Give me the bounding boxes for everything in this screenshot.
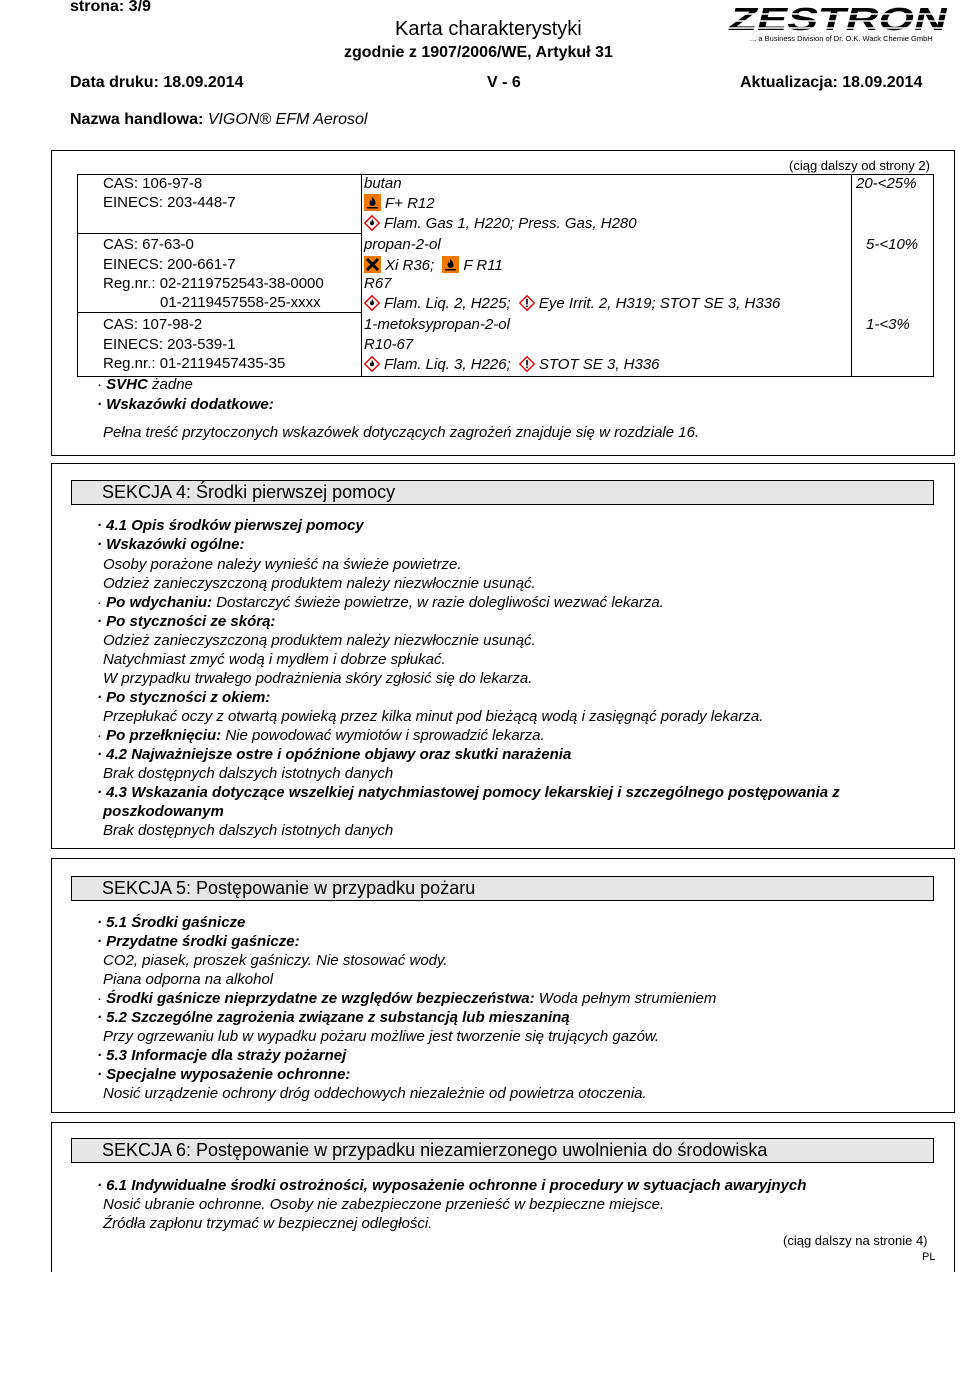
s41-heading: · 4.1 Opis środków pierwszej pomocy <box>97 517 364 534</box>
s61-value-1: Nosić ubranie ochronne. Osoby nie zabezpieczone przenieść w bezpieczne miejsce. <box>103 1196 665 1213</box>
eye-label-text: Po styczności z okiem: <box>106 689 271 706</box>
ghs-flame-icon <box>364 356 380 372</box>
svhc-value: żadne <box>152 376 193 393</box>
page-number: strona: 3/9 <box>70 0 151 15</box>
s43-text-a: 4.3 Wskazania dotyczące wszelkiej natychmiastowej pomocy lekarskiej i szczególnego postępowania z <box>106 784 840 801</box>
section-4-title: SEKCJA 4: Środki pierwszej pomocy <box>71 480 934 505</box>
table-column-divider <box>361 174 362 377</box>
swallow-label: Po przełknięciu: <box>106 727 222 744</box>
general-label: · Wskazówki ogólne: <box>97 536 245 553</box>
language-code: PL <box>922 1251 936 1263</box>
row2-class-dsd <box>364 256 503 274</box>
suitable-2: Piana odporna na alkohol <box>103 971 274 988</box>
row2-cas: CAS: 67-63-0 <box>103 236 194 253</box>
row1-class-dsd-text: F+ R12 <box>385 195 435 212</box>
unsuitable-label: Środki gaśnicze nieprzydatne ze względów bezpieczeństwa: <box>106 990 535 1007</box>
swallow-line: · Po przełknięciu: Nie powodować wymiotów i sprowadzić lekarza. <box>97 727 545 744</box>
eye-text: Przepłukać oczy z otwartą powieką przez kilka minut pod bieżącą wodą i zasięgnąć porady lekarza. <box>103 708 764 725</box>
ghs-flame-icon <box>364 295 380 311</box>
ghs-exclamation-icon <box>519 356 535 372</box>
row3-concentration: 1-<3% <box>866 316 910 333</box>
inhal-label: Po wdychaniu: <box>106 594 213 611</box>
equipment-label: · Specjalne wyposażenie ochronne: <box>97 1066 351 1083</box>
row1-cas: CAS: 106-97-8 <box>103 175 203 192</box>
row2-class-xi: Xi R36; <box>385 257 435 274</box>
regulation: zgodnie z 1907/2006/WE, Artykuł 31 <box>344 44 613 61</box>
unsuitable-text: Woda pełnym strumieniem <box>538 990 717 1007</box>
row2-reg2: 01-2119457558-25-xxxx <box>160 294 321 311</box>
s53-text: 5.3 Informacje dla straży pożarnej <box>106 1047 347 1064</box>
zestron-logo <box>722 2 954 48</box>
section-6-title: SEKCJA 6: Postępowanie w przypadku niezamierzonego uwolnienia do środowiska <box>71 1138 934 1163</box>
row3-cas: CAS: 107-98-2 <box>103 316 203 333</box>
swallow-text: Nie powodować wymiotów i sprowadzić lekarza. <box>225 727 545 744</box>
suitable-1: CO2, piasek, proszek gaśniczy. Nie stosować wody. <box>103 952 448 969</box>
row3-class-clp <box>364 356 660 373</box>
skin-3: W przypadku trwałego podrażnienia skóry zgłosić się do lekarza. <box>103 670 533 687</box>
row2-class-flam: Flam. Liq. 2, H225; <box>384 295 511 312</box>
inhal-text: Dostarczyć świeże powietrze, w razie dolegliwości wezwać lekarza. <box>216 594 664 611</box>
s52-heading: · 5.2 Szczególne zagrożenia związane z substancją lub mieszaniną <box>97 1009 570 1026</box>
row2-einecs: EINECS: 200-661-7 <box>103 256 236 273</box>
update-date: Aktualizacja: 18.09.2014 <box>740 74 923 91</box>
general-label-text: Wskazówki ogólne: <box>106 536 245 553</box>
s61-text: 6.1 Indywidualne środki ostrożności, wyposażenie ochronne i procedury w sytuacjach awaryjnych <box>106 1177 807 1194</box>
row3-reg: Reg.nr.: 01-2119457435-35 <box>103 355 286 372</box>
skin-label: · Po styczności ze skórą: <box>97 613 276 630</box>
general-1: Osoby porażone należy wynieść na świeże powietrze. <box>103 556 462 573</box>
eye-label: · Po styczności z okiem: <box>97 689 271 706</box>
version: V - 6 <box>487 74 521 91</box>
section-5-title: SEKCJA 5: Postępowanie w przypadku pożaru <box>71 876 934 901</box>
trade-name-line <box>70 111 367 129</box>
skin-2: Natychmiast zmyć wodą i mydłem i dobrze spłukać. <box>103 651 446 668</box>
irritant-symbol-icon <box>364 256 381 273</box>
suitable-label-text: Przydatne środki gaśnicze: <box>106 933 300 950</box>
s42-text: 4.2 Najważniejsze ostre i opóźnione objawy oraz skutki narażenia <box>106 746 572 763</box>
s51-heading: · 5.1 Środki gaśnicze <box>97 914 246 931</box>
row3-einecs: EINECS: 203-539-1 <box>103 336 236 353</box>
s43-heading: · 4.3 Wskazania dotyczące wszelkiej natychmiastowej pomocy lekarskiej i szczególnego postępowania z <box>97 784 840 801</box>
row2-class-clp <box>364 295 780 312</box>
table-separator <box>77 233 361 234</box>
row1-name: butan <box>364 175 402 192</box>
row2-class-irrit: Eye Irrit. 2, H319; STOT SE 3, H336 <box>538 295 781 312</box>
continued-from: (ciąg dalszy od strony 2) <box>789 158 930 173</box>
s42-value: Brak dostępnych dalszych istotnych danych <box>103 765 394 782</box>
additional-text: Wskazówki dodatkowe: <box>106 396 274 413</box>
skin-label-text: Po styczności ze skórą: <box>106 613 276 630</box>
s53-heading: · 5.3 Informacje dla straży pożarnej <box>97 1047 347 1064</box>
additional-label: · Wskazówki dodatkowe: <box>97 396 274 413</box>
row2-class-r67: R67 <box>364 275 392 292</box>
logo-subtitle: ... a Business Division of Dr. O.K. Wack Chemie GmbH <box>750 34 933 43</box>
s41-text: 4.1 Opis środków pierwszej pomocy <box>106 517 364 534</box>
s43-heading-cont: poszkodowanym <box>103 803 224 820</box>
table-separator <box>77 312 361 313</box>
row1-concentration: 20-<25% <box>856 175 917 192</box>
s61-heading: · 6.1 Indywidualne środki ostrożności, wyposażenie ochronne i procedury w sytuacjach awaryjnych <box>97 1177 807 1194</box>
row2-name: propan-2-ol <box>364 236 441 253</box>
ghs-flame-icon <box>364 215 380 231</box>
document-title: Karta charakterystyki <box>395 18 582 40</box>
row3-name: 1-metoksypropan-2-ol <box>364 316 510 333</box>
row1-class-clp-text: Flam. Gas 1, H220; Press. Gas, H280 <box>384 215 637 232</box>
svhc-line: · SVHC żadne <box>97 376 193 393</box>
row1-class-clp <box>364 215 637 232</box>
row3-class-stot: STOT SE 3, H336 <box>538 356 660 373</box>
s52-text: 5.2 Szczególne zagrożenia związane z substancją lub mieszaniną <box>106 1009 570 1026</box>
skin-1: Odzież zanieczyszczoną produktem należy niezwłocznie usunąć. <box>103 632 536 649</box>
full-text-note: Pełna treść przytoczonych wskazówek dotyczących zagrożeń znajduje się w rozdziale 16. <box>103 424 700 441</box>
print-date: Data druku: 18.09.2014 <box>70 74 244 91</box>
suitable-label: · Przydatne środki gaśnicze: <box>97 933 300 950</box>
trade-name-value: VIGON® EFM Aerosol <box>207 111 368 128</box>
equipment-text: Nosić urządzenie ochrony dróg oddechowych niezależnie od powietrza otoczenia. <box>103 1085 647 1102</box>
s42-heading: · 4.2 Najważniejsze ostre i opóźnione objawy oraz skutki narażenia <box>97 746 572 763</box>
row1-einecs: EINECS: 203-448-7 <box>103 194 236 211</box>
s52-value: Przy ogrzewaniu lub w wypadku pożaru możliwe jest tworzenie się trujących gazów. <box>103 1028 660 1045</box>
s61-value-2: Źródła zapłonu trzymać w bezpiecznej odległości. <box>103 1215 433 1232</box>
ghs-exclamation-icon <box>519 295 535 311</box>
flame-symbol-icon <box>364 194 381 211</box>
logo-wordmark: ZESTRON <box>725 2 888 37</box>
s51-text: 5.1 Środki gaśnicze <box>106 914 246 931</box>
table-column-divider <box>851 174 852 377</box>
unsuitable-line: · Środki gaśnicze nieprzydatne ze względów bezpieczeństwa: Woda pełnym strumieniem <box>97 990 717 1007</box>
svhc-label: SVHC <box>106 376 148 393</box>
trade-name-label: Nazwa handlowa: <box>70 111 204 128</box>
row3-class-flam: Flam. Liq. 3, H226; <box>384 356 511 373</box>
row2-class-f: F R11 <box>463 257 503 274</box>
flame-symbol-icon <box>442 256 459 273</box>
continued-on: (ciąg dalszy na stronie 4) <box>783 1233 928 1248</box>
s43-value: Brak dostępnych dalszych istotnych danych <box>103 822 394 839</box>
row3-class-dsd: R10-67 <box>364 336 414 353</box>
equipment-label-text: Specjalne wyposażenie ochronne: <box>106 1066 351 1083</box>
inhalation-line: · Po wdychaniu: Dostarczyć świeże powietrze, w razie dolegliwości wezwać lekarza. <box>97 594 664 611</box>
general-2: Odzież zanieczyszczoną produktem należy niezwłocznie usunąć. <box>103 575 536 592</box>
row2-concentration: 5-<10% <box>866 236 919 253</box>
row2-reg1: Reg.nr.: 02-2119752543-38-0000 <box>103 275 324 292</box>
row1-class-dsd <box>364 194 435 212</box>
